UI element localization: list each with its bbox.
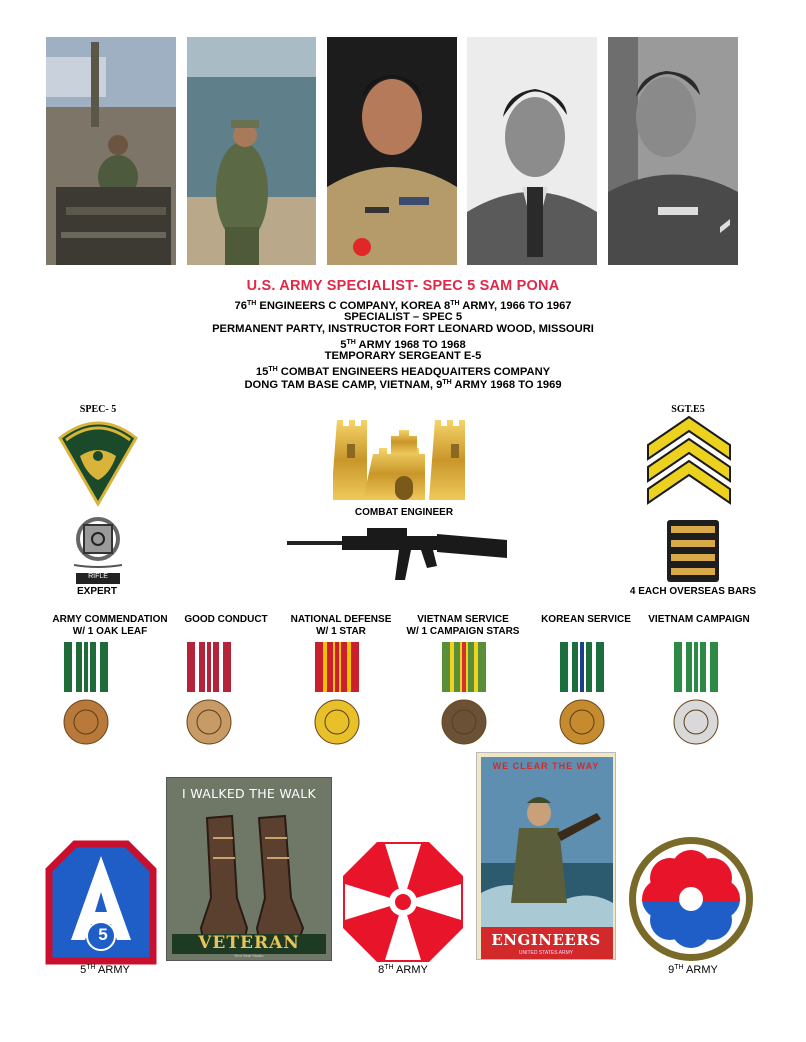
fifth-army-patch-icon [45,840,157,965]
combat-engineer-label: COMBAT ENGINEER [354,507,454,518]
info-line-3: PERMANENT PARTY, INSTRUCTOR FORT LEONARD WOOD, MISSOURI [212,323,594,335]
vietnam-service-medal-icon [440,642,488,755]
spec5-label: SPEC- 5 [79,404,117,415]
rifle-icon [287,524,507,584]
medal-label-korean-service: KOREAN SERVICE [541,614,631,625]
info-line-5: TEMPORARY SERGEANT E-5 [324,350,482,362]
info-line-6: 15TH COMBAT ENGINEERS HEADQUAITERS COMPANY [255,366,551,378]
medal-label-vietnam-campaign: VIETNAM CAMPAIGN [648,614,750,625]
photo-jeep [46,37,176,265]
fifth-army-digit: 5 [98,925,108,944]
medal-label-army-commendation: ARMY COMMENDATION W/ 1 OAK LEAF [52,614,168,637]
poster-slogan: WE CLEAR THE WAY [492,761,600,771]
info-line-4: 5TH ARMY 1968 TO 1968 [340,339,466,351]
ninth-army-label: 9TH ARMY [668,964,718,976]
ninth-division-patch-icon [626,834,756,964]
rifle-bar-text: RIFLE [88,573,108,580]
eighth-army-patch-icon [341,840,465,964]
info-line-2: SPECIALIST – SPEC 5 [343,311,463,323]
good-conduct-medal-icon [185,642,233,755]
walked-the-walk-title: I WALKED THE WALK [182,786,316,801]
poster-engineers-text: ENGINEERS [491,931,601,949]
engineers-poster [476,752,616,960]
spec5-insignia-icon [58,416,138,506]
eighth-army-label: 8TH ARMY [378,964,428,976]
fifth-army-label: 5TH ARMY [80,964,130,976]
sgt-label: SGT.E5 [671,404,705,415]
info-line-1: 76TH ENGINEERS C COMPANY, KOREA 8TH ARMY, 1966 TO 1967 [234,300,572,312]
army-commendation-medal-icon [62,642,110,755]
veteran-text: VETERAN [198,933,300,953]
korean-service-medal-icon [558,642,606,755]
medal-label-vietnam-service: VIETNAM SERVICE W/ 1 CAMPAIGN STARS [406,614,520,637]
overseas-bars-icon [667,520,719,582]
info-line-7: DONG TAM BASE CAMP, VIETNAM, 9TH ARMY 1968 TO 1969 [244,379,562,391]
overseas-bars-label: 4 EACH OVERSEAS BARS [629,586,757,597]
expert-label: EXPERT [76,586,117,597]
photo-sergeant [608,37,738,265]
photo-dress-uniform [327,37,457,265]
walk-credit: Red Seal Studio [234,953,264,958]
vietnam-campaign-medal-icon [672,642,720,755]
medal-label-national-defense: NATIONAL DEFENSE W/ 1 STAR [290,614,392,637]
poster-subtext: UNITED STATES ARMY [518,950,574,956]
medal-label-good-conduct: GOOD CONDUCT [184,614,268,625]
page-title: U.S. ARMY SPECIALIST- SPEC 5 SAM PONA [246,278,560,294]
photo-barracks [187,37,316,265]
castle-icon [333,414,475,506]
fifth-army-letter: A [91,879,92,880]
sergeant-chevron-icon [646,415,732,505]
photo-portrait [467,37,597,265]
national-defense-medal-icon [313,642,361,755]
